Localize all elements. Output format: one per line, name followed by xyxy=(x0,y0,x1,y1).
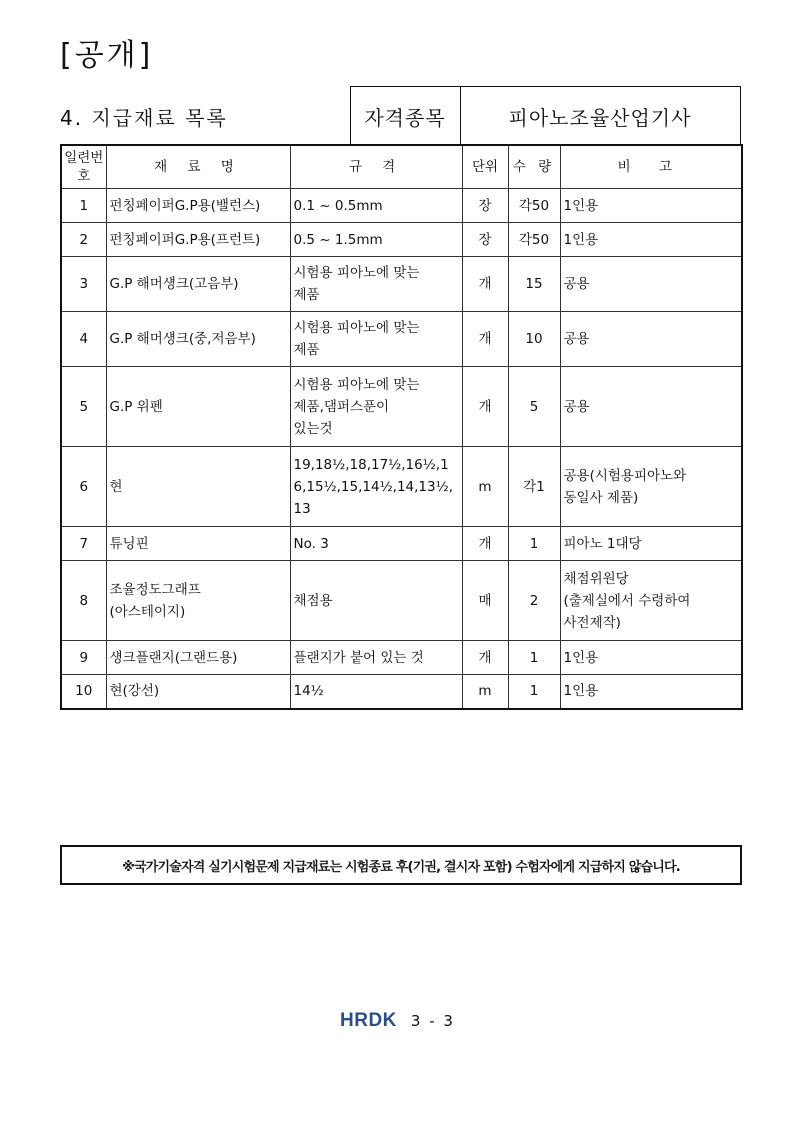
cell-qty: 5 xyxy=(508,367,560,447)
section-title: 4. 지급재료 목록 xyxy=(60,105,228,130)
qualification-value: 피아노조율산업기사 xyxy=(460,87,740,146)
cell-qty: 2 xyxy=(508,561,560,641)
cell-spec: 0.5 ~ 1.5mm xyxy=(290,223,462,257)
cell-spec: 시험용 피아노에 맞는 제품,댐퍼스푼이 있는것 xyxy=(290,367,462,447)
col-header-qty: 수 량 xyxy=(508,145,560,189)
cell-unit: m xyxy=(462,447,508,527)
table-row xyxy=(61,447,742,527)
cell-qty: 10 xyxy=(508,312,560,367)
cell-unit: 개 xyxy=(462,312,508,367)
cell-no: 3 xyxy=(61,257,106,312)
cell-spec: 채점용 xyxy=(290,561,462,641)
cell-qty: 1 xyxy=(508,641,560,675)
cell-no: 10 xyxy=(61,675,106,709)
cell-spec: 0.1 ~ 0.5mm xyxy=(290,189,462,223)
table-header-row xyxy=(61,145,742,189)
table-row xyxy=(61,675,742,709)
page-footer xyxy=(340,1010,455,1032)
table-row xyxy=(61,257,742,312)
cell-name: 펀칭페이퍼G.P용(밸런스) xyxy=(106,189,290,223)
cell-unit: 개 xyxy=(462,641,508,675)
cell-qty: 15 xyxy=(508,257,560,312)
cell-unit: 개 xyxy=(462,527,508,561)
cell-note: 피아노 1대당 xyxy=(560,527,742,561)
cell-note: 공용 xyxy=(560,312,742,367)
cell-name: 섕크플랜지(그랜드용) xyxy=(106,641,290,675)
cell-spec: 시험용 피아노에 맞는 제품 xyxy=(290,312,462,367)
cell-note: 공용 xyxy=(560,257,742,312)
cell-unit: m xyxy=(462,675,508,709)
cell-unit: 개 xyxy=(462,367,508,447)
cell-no: 6 xyxy=(61,447,106,527)
notice-box xyxy=(60,845,742,885)
cell-name: 펀칭페이퍼G.P용(프런트) xyxy=(106,223,290,257)
cell-qty: 각50 xyxy=(508,223,560,257)
table-row xyxy=(61,561,742,641)
cell-qty: 각50 xyxy=(508,189,560,223)
cell-spec: 19,18½,18,17½,16½,16,15½,15,14½,14,13½,13 xyxy=(290,447,462,527)
cell-qty: 1 xyxy=(508,675,560,709)
cell-name: 조율정도그래프 (아스테이지) xyxy=(106,561,290,641)
page-tag: [공개] xyxy=(60,38,154,73)
cell-note: 1인용 xyxy=(560,223,742,257)
cell-name: 튜닝핀 xyxy=(106,527,290,561)
cell-note: 1인용 xyxy=(560,189,742,223)
table-row xyxy=(61,527,742,561)
cell-name: G.P 해머섕크(고음부) xyxy=(106,257,290,312)
page-number: 3 - 3 xyxy=(410,1012,455,1030)
cell-unit: 매 xyxy=(462,561,508,641)
col-header-name: 재 료 명 xyxy=(106,145,290,189)
cell-name: 현 xyxy=(106,447,290,527)
col-header-unit: 단위 xyxy=(462,145,508,189)
cell-name: G.P 해머섕크(중,저음부) xyxy=(106,312,290,367)
cell-spec: 플랜지가 붙어 있는 것 xyxy=(290,641,462,675)
cell-no: 4 xyxy=(61,312,106,367)
qualification-label: 자격종목 xyxy=(350,87,460,146)
cell-no: 9 xyxy=(61,641,106,675)
cell-note: 공용(시험용피아노와 동일사 제품) xyxy=(560,447,742,527)
cell-note: 1인용 xyxy=(560,675,742,709)
cell-name: 현(강선) xyxy=(106,675,290,709)
notice-text: ※국가기술자격 실기시험문제 지급재료는 시험종료 후(기권, 결시자 포함) 수험자에게 지급하지 않습니다. xyxy=(122,859,680,875)
table-row xyxy=(61,367,742,447)
materials-table xyxy=(60,144,743,710)
col-header-spec: 규 격 xyxy=(290,145,462,189)
header-table xyxy=(60,86,741,146)
cell-no: 7 xyxy=(61,527,106,561)
table-row xyxy=(61,189,742,223)
col-header-note: 비 고 xyxy=(560,145,742,189)
table-row xyxy=(61,223,742,257)
cell-no: 1 xyxy=(61,189,106,223)
cell-name: G.P 위펜 xyxy=(106,367,290,447)
cell-unit: 개 xyxy=(462,257,508,312)
cell-unit: 장 xyxy=(462,223,508,257)
cell-spec: 시험용 피아노에 맞는 제품 xyxy=(290,257,462,312)
cell-qty: 각1 xyxy=(508,447,560,527)
cell-note: 채점위원당 (출제실에서 수령하여 사전제작) xyxy=(560,561,742,641)
table-row xyxy=(61,312,742,367)
cell-no: 8 xyxy=(61,561,106,641)
cell-no: 5 xyxy=(61,367,106,447)
cell-note: 1인용 xyxy=(560,641,742,675)
cell-qty: 1 xyxy=(508,527,560,561)
cell-spec: No. 3 xyxy=(290,527,462,561)
col-header-no: 일련번 호 xyxy=(61,145,106,189)
cell-no: 2 xyxy=(61,223,106,257)
table-row xyxy=(61,641,742,675)
hrdk-logo: HRDK xyxy=(340,1010,397,1031)
cell-note: 공용 xyxy=(560,367,742,447)
cell-unit: 장 xyxy=(462,189,508,223)
cell-spec: 14½ xyxy=(290,675,462,709)
